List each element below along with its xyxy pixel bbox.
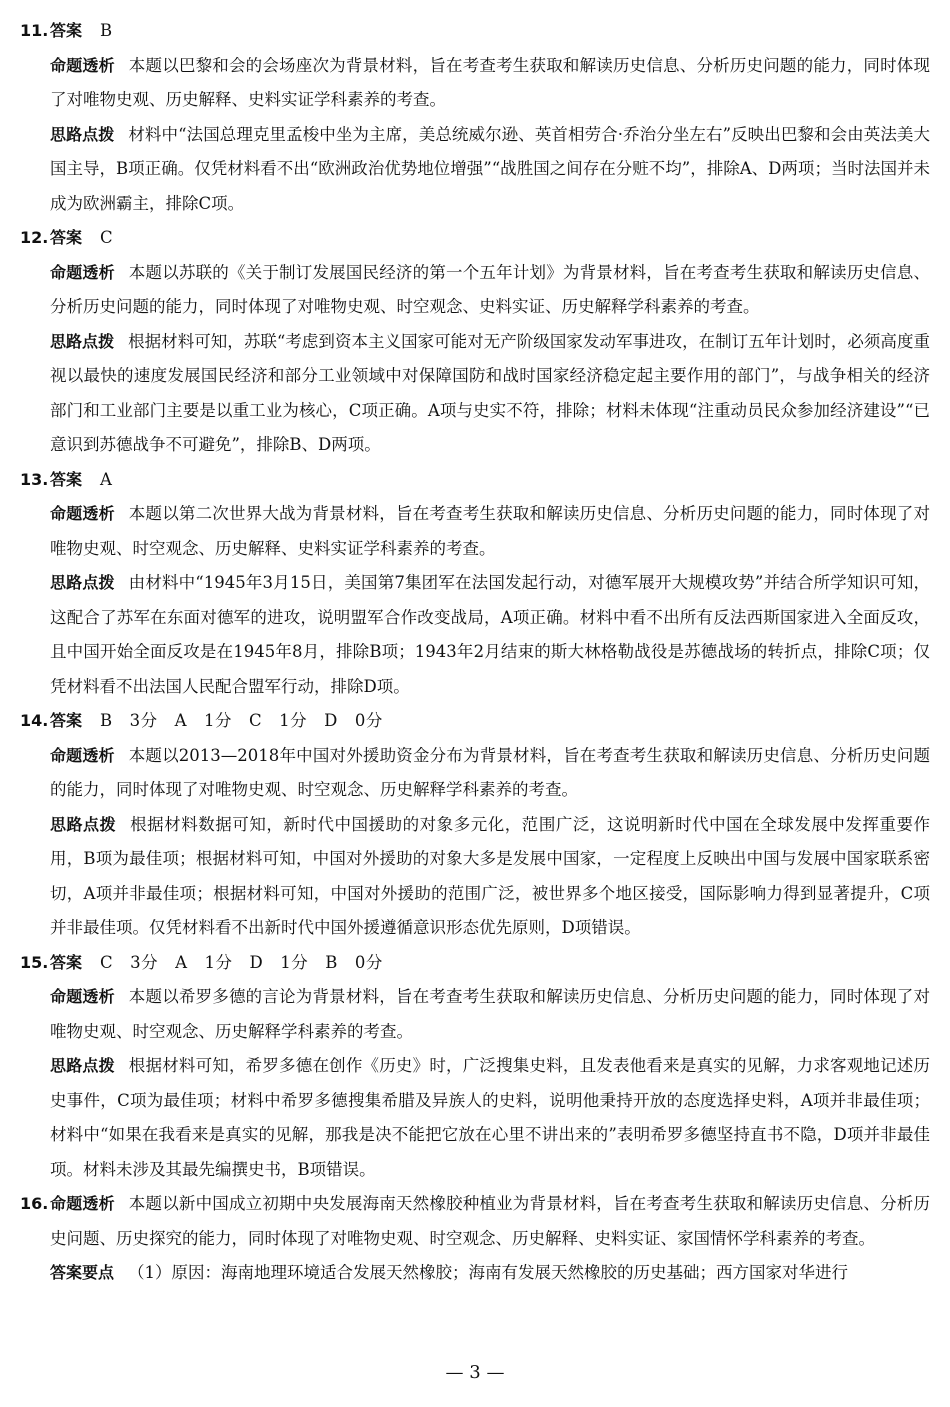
hint-label: 思路点拨 [50, 331, 115, 351]
intent-text: 本题以第二次世界大战为背景材料，旨在考查考生获取和解读历史信息、分析历史问题的能力，同时体现了对唯物史观、时空观念、历史解释、史料实证学科素养的考查。 [50, 504, 930, 558]
answer-label: 答案 [50, 228, 83, 247]
intent-label: 命题透析 [50, 262, 115, 282]
question-12 [20, 221, 930, 463]
hint-paragraph [20, 118, 930, 222]
answer-label: 答案 [50, 711, 83, 730]
answer-label: 答案 [50, 21, 83, 40]
intent-label: 命题透析 [50, 504, 115, 523]
question-header [20, 221, 930, 256]
intent-text: 本题以苏联的《关于制订发展国民经济的第一个五年计划》为背景材料，旨在考查考生获取和解读历史信息、分析历史问题的能力，同时体现了对唯物史观、时空观念、史料实证、历史解释学科素养的考查。 [50, 262, 930, 316]
question-header [20, 704, 930, 739]
key-points-paragraph [20, 1256, 930, 1291]
hint-label: 思路点拨 [50, 1056, 115, 1075]
question-15 [20, 946, 930, 1188]
hint-label: 思路点拨 [50, 814, 117, 834]
intent-label: 命题透析 [50, 1194, 115, 1213]
hint-text: 材料中“法国总理克里孟梭中坐为主席，美总统威尔逊、英首相劳合·乔治分坐左右”反映出巴黎和会由英法美大国主导，B项正确。仅凭材料看不出“欧洲政治优势地位增强”“战胜国之间存在分赃不均”，排除A、D两项；当时法国并未成为欧洲霸主，排除C项。 [50, 124, 930, 213]
intent-text: 本题以希罗多德的言论为背景材料，旨在考查考生获取和解读历史信息、分析历史问题的能力，同时体现了对唯物史观、时空观念、历史解释学科素养的考查。 [50, 987, 930, 1041]
intent-paragraph [20, 497, 930, 566]
answer-value: A [100, 469, 113, 489]
intent-label: 命题透析 [50, 987, 115, 1006]
hint-text: 根据材料数据可知，新时代中国援助的对象多元化，范围广泛，这说明新时代中国在全球发展中发挥重要作用，B项为最佳项；根据材料可知，中国对外援助的对象大多是发展中国家，一定程度上反映出中国与发展中国家联系密切，A项并非最佳项；根据材料可知，中国对外援助的范围广泛，被世界多个地区接受，国际影响力得到显著提升，C项并非最佳项。仅凭材料看不出新时代中国外援遵循意识形态优先原则，D项错误。 [50, 814, 930, 937]
question-number: 15. [20, 952, 49, 972]
intent-label: 命题透析 [50, 745, 115, 765]
hint-text: 根据材料可知，希罗多德在创作《历史》时，广泛搜集史料，且发表他看来是真实的见解，力求客观地记述历史事件，C项为最佳项；材料中希罗多德搜集希腊及异族人的史料，说明他秉持开放的态度选择史料，A项并非最佳项；材料中“如果在我看来是真实的见解，那我是决不能把它放在心里不讲出来的”表明希罗多德坚持直书不隐，D项并非最佳项。材料未涉及其最先编撰史书，B项错误。 [50, 1056, 930, 1179]
question-number: 14. [20, 711, 49, 730]
question-11 [20, 14, 930, 221]
question-header [20, 14, 930, 49]
hint-paragraph [20, 566, 930, 704]
hint-label: 思路点拨 [50, 573, 115, 592]
hint-paragraph [20, 1049, 930, 1187]
intent-label: 命题透析 [50, 55, 115, 75]
question-number: 13. [20, 469, 49, 489]
question-16 [20, 1187, 930, 1291]
key-points-label: 答案要点 [50, 1263, 115, 1282]
key-points-text: （1）原因：海南地理环境适合发展天然橡胶；海南有发展天然橡胶的历史基础；西方国家对华进行 [128, 1263, 849, 1282]
question-number: 11. [20, 21, 49, 40]
answer-value: B [100, 21, 113, 40]
intent-paragraph [50, 1187, 930, 1256]
question-header [20, 1187, 930, 1256]
hint-text: 根据材料可知，苏联“考虑到资本主义国家可能对无产阶级国家发动军事进攻，在制订五年计划时，必须高度重视以最快的速度发展国民经济和部分工业领域中对保障国防和战时国家经济稳定起主要作用的部门”，与战争相关的经济部门和工业部门主要是以重工业为核心，C项正确。A项与史实不符，排除；材料未体现“注重动员民众参加经济建设”“已意识到苏德战争不可避免”，排除B、D两项。 [50, 331, 930, 454]
intent-paragraph [20, 739, 930, 808]
hint-paragraph [20, 808, 930, 946]
question-14 [20, 704, 930, 946]
intent-text: 本题以2013—2018年中国对外援助资金分布为背景材料，旨在考查考生获取和解读历史信息、分析历史问题的能力，同时体现了对唯物史观、时空观念、历史解释学科素养的考查。 [50, 745, 930, 799]
intent-text: 本题以新中国成立初期中央发展海南天然橡胶种植业为背景材料，旨在考查考生获取和解读历史信息、分析历史问题、历史探究的能力，同时体现了对唯物史观、时空观念、历史解释、史料实证、家国情怀学科素养的考查。 [50, 1194, 930, 1248]
question-13 [20, 463, 930, 705]
question-number: 12. [20, 228, 49, 247]
answer-value: C [100, 228, 114, 247]
question-header [20, 946, 930, 981]
intent-paragraph [20, 256, 930, 325]
hint-text: 由材料中“1945年3月15日，美国第7集团军在法国发起行动，对德军展开大规模攻势”并结合所学知识可知，这配合了苏军在东面对德军的进攻，说明盟军合作改变战局，A项正确。材料中看不出所有反法西斯国家进入全面反攻，且中国开始全面反攻是在1945年8月，排除B项；1943年2月结束的斯大林格勒战役是苏德战场的转折点，排除C项；仅凭材料看不出法国人民配合盟军行动，排除D项。 [50, 573, 930, 696]
intent-paragraph [20, 49, 930, 118]
answer-label: 答案 [50, 952, 83, 972]
answer-value: C 3分 A 1分 D 1分 B 0分 [100, 952, 383, 972]
question-header [20, 463, 930, 498]
intent-text: 本题以巴黎和会的会场座次为背景材料，旨在考查考生获取和解读历史信息、分析历史问题的能力，同时体现了对唯物史观、历史解释、史料实证学科素养的考查。 [50, 55, 930, 109]
page-number: — 3 — [445, 1362, 505, 1383]
answer-label: 答案 [50, 469, 83, 489]
hint-paragraph [20, 325, 930, 463]
hint-label: 思路点拨 [50, 124, 115, 144]
intent-paragraph [20, 980, 930, 1049]
question-number: 16. [20, 1194, 49, 1213]
answer-value: B 3分 A 1分 C 1分 D 0分 [100, 711, 383, 730]
